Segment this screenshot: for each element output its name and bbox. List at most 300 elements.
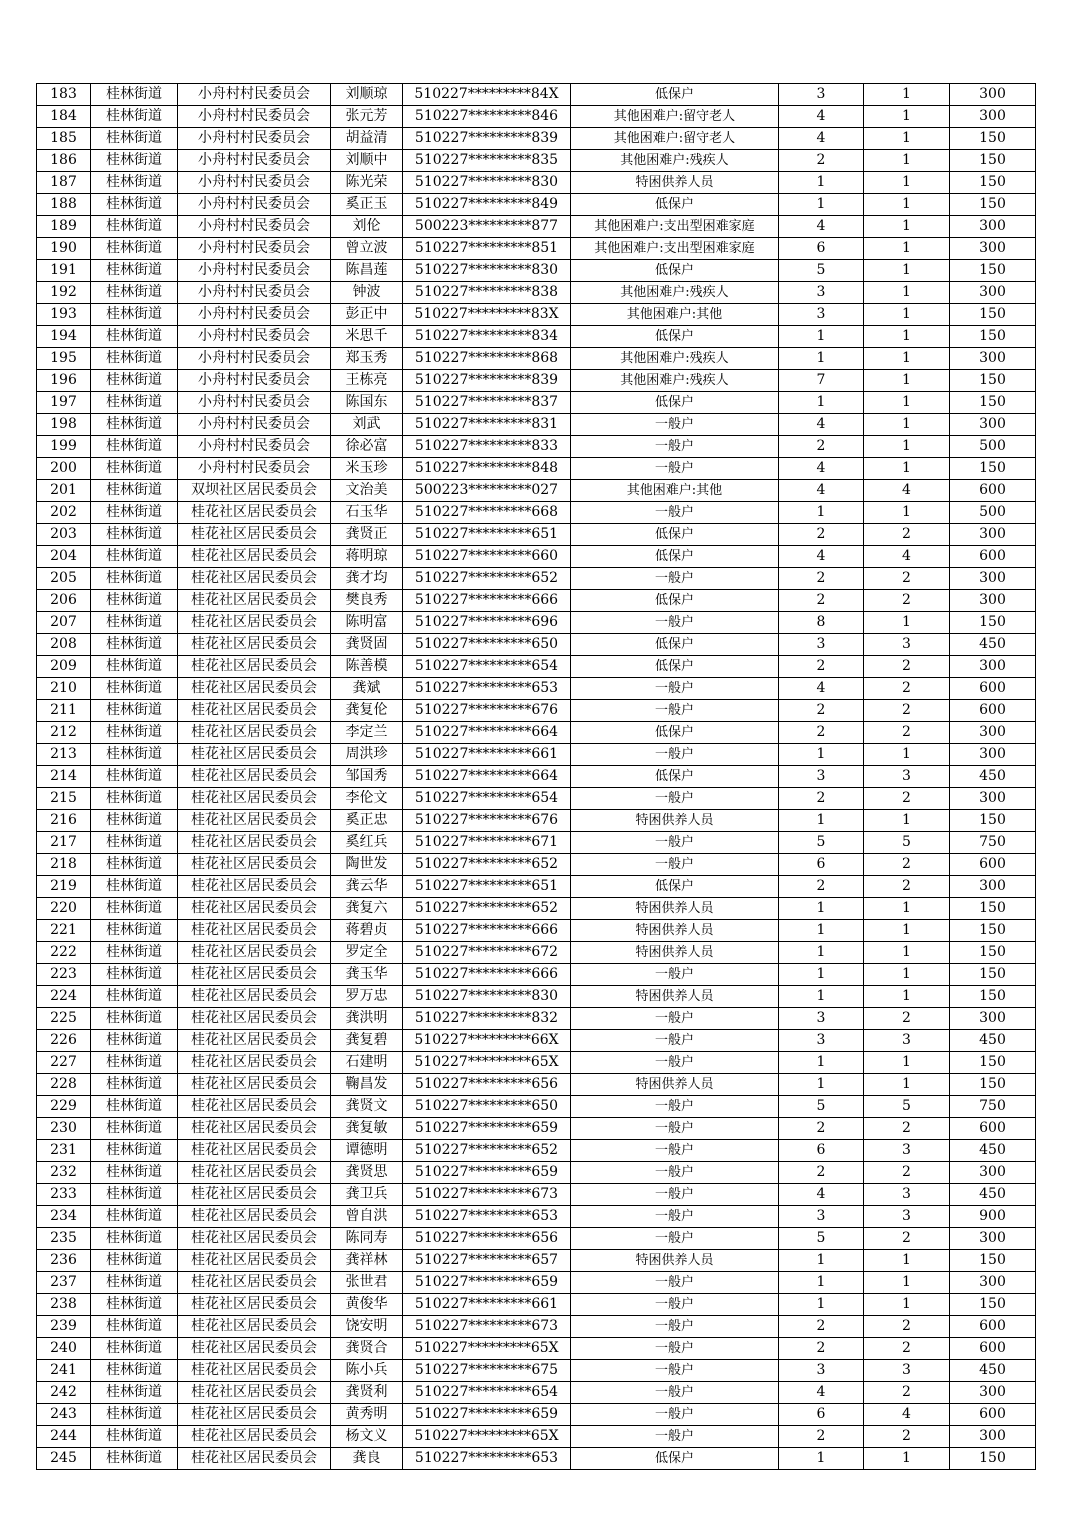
household-size-cell: 1 bbox=[779, 1448, 864, 1470]
household-type-cell: 低保户 bbox=[571, 326, 779, 348]
street-name-cell: 桂林街道 bbox=[91, 590, 178, 612]
person-name-cell: 李定兰 bbox=[331, 722, 403, 744]
household-type-cell: 一般户 bbox=[571, 458, 779, 480]
person-name-cell: 胡益清 bbox=[331, 128, 403, 150]
street-name-cell: 桂林街道 bbox=[91, 656, 178, 678]
committee-name-cell: 小舟村村民委员会 bbox=[178, 172, 331, 194]
person-name-cell: 龚卫兵 bbox=[331, 1184, 403, 1206]
id-number-cell: 510227*********654 bbox=[403, 656, 571, 678]
household-size-cell: 2 bbox=[779, 150, 864, 172]
household-type-cell: 其他困难户:其他 bbox=[571, 304, 779, 326]
person-name-cell: 邹国秀 bbox=[331, 766, 403, 788]
committee-name-cell: 桂花社区居民委员会 bbox=[178, 1162, 331, 1184]
row-number-cell: 189 bbox=[37, 216, 91, 238]
person-name-cell: 彭正中 bbox=[331, 304, 403, 326]
amount-cell: 300 bbox=[950, 876, 1036, 898]
household-type-cell: 一般户 bbox=[571, 1360, 779, 1382]
table-row bbox=[37, 326, 1036, 348]
row-number-cell: 193 bbox=[37, 304, 91, 326]
committee-name-cell: 小舟村村民委员会 bbox=[178, 326, 331, 348]
household-type-cell: 一般户 bbox=[571, 568, 779, 590]
person-name-cell: 张世君 bbox=[331, 1272, 403, 1294]
amount-cell: 450 bbox=[950, 634, 1036, 656]
amount-cell: 300 bbox=[950, 238, 1036, 260]
household-size-cell: 4 bbox=[779, 1184, 864, 1206]
street-name-cell: 桂林街道 bbox=[91, 1382, 178, 1404]
street-name-cell: 桂林街道 bbox=[91, 1338, 178, 1360]
committee-name-cell: 桂花社区居民委员会 bbox=[178, 744, 331, 766]
amount-cell: 750 bbox=[950, 1096, 1036, 1118]
household-type-cell: 低保户 bbox=[571, 546, 779, 568]
aided-count-cell: 1 bbox=[864, 898, 950, 920]
id-number-cell: 510227*********830 bbox=[403, 986, 571, 1008]
id-number-cell: 510227*********66X bbox=[403, 1030, 571, 1052]
household-size-cell: 2 bbox=[779, 1118, 864, 1140]
person-name-cell: 陈小兵 bbox=[331, 1360, 403, 1382]
household-type-cell: 一般户 bbox=[571, 1030, 779, 1052]
aided-count-cell: 3 bbox=[864, 1184, 950, 1206]
person-name-cell: 龚复敏 bbox=[331, 1118, 403, 1140]
street-name-cell: 桂林街道 bbox=[91, 480, 178, 502]
person-name-cell: 龚贤合 bbox=[331, 1338, 403, 1360]
person-name-cell: 徐必富 bbox=[331, 436, 403, 458]
table-row bbox=[37, 84, 1036, 106]
household-size-cell: 2 bbox=[779, 722, 864, 744]
id-number-cell: 510227*********696 bbox=[403, 612, 571, 634]
household-size-cell: 5 bbox=[779, 260, 864, 282]
id-number-cell: 510227*********656 bbox=[403, 1228, 571, 1250]
street-name-cell: 桂林街道 bbox=[91, 348, 178, 370]
row-number-cell: 205 bbox=[37, 568, 91, 590]
id-number-cell: 510227*********839 bbox=[403, 370, 571, 392]
aided-count-cell: 1 bbox=[864, 260, 950, 282]
amount-cell: 150 bbox=[950, 1052, 1036, 1074]
id-number-cell: 510227*********835 bbox=[403, 150, 571, 172]
amount-cell: 300 bbox=[950, 1426, 1036, 1448]
street-name-cell: 桂林街道 bbox=[91, 678, 178, 700]
committee-name-cell: 桂花社区居民委员会 bbox=[178, 1030, 331, 1052]
street-name-cell: 桂林街道 bbox=[91, 414, 178, 436]
street-name-cell: 桂林街道 bbox=[91, 942, 178, 964]
household-type-cell: 一般户 bbox=[571, 678, 779, 700]
id-number-cell: 510227*********653 bbox=[403, 678, 571, 700]
household-type-cell: 一般户 bbox=[571, 832, 779, 854]
household-size-cell: 1 bbox=[779, 920, 864, 942]
amount-cell: 300 bbox=[950, 1228, 1036, 1250]
aided-count-cell: 2 bbox=[864, 1316, 950, 1338]
amount-cell: 300 bbox=[950, 216, 1036, 238]
aided-count-cell: 2 bbox=[864, 678, 950, 700]
committee-name-cell: 桂花社区居民委员会 bbox=[178, 920, 331, 942]
committee-name-cell: 小舟村村民委员会 bbox=[178, 216, 331, 238]
street-name-cell: 桂林街道 bbox=[91, 106, 178, 128]
household-size-cell: 4 bbox=[779, 106, 864, 128]
household-type-cell: 其他困难户:残疾人 bbox=[571, 370, 779, 392]
id-number-cell: 510227*********664 bbox=[403, 722, 571, 744]
household-size-cell: 2 bbox=[779, 700, 864, 722]
row-number-cell: 238 bbox=[37, 1294, 91, 1316]
amount-cell: 150 bbox=[950, 304, 1036, 326]
row-number-cell: 196 bbox=[37, 370, 91, 392]
committee-name-cell: 小舟村村民委员会 bbox=[178, 370, 331, 392]
aided-count-cell: 4 bbox=[864, 480, 950, 502]
aided-count-cell: 1 bbox=[864, 1272, 950, 1294]
row-number-cell: 197 bbox=[37, 392, 91, 414]
committee-name-cell: 桂花社区居民委员会 bbox=[178, 1316, 331, 1338]
table-row bbox=[37, 414, 1036, 436]
aided-count-cell: 1 bbox=[864, 920, 950, 942]
aided-count-cell: 3 bbox=[864, 634, 950, 656]
household-type-cell: 特困供养人员 bbox=[571, 1250, 779, 1272]
household-type-cell: 低保户 bbox=[571, 656, 779, 678]
table-row bbox=[37, 216, 1036, 238]
person-name-cell: 龚洪明 bbox=[331, 1008, 403, 1030]
id-number-cell: 510227*********652 bbox=[403, 854, 571, 876]
person-name-cell: 米玉珍 bbox=[331, 458, 403, 480]
person-name-cell: 王栋亮 bbox=[331, 370, 403, 392]
person-name-cell: 钟波 bbox=[331, 282, 403, 304]
amount-cell: 300 bbox=[950, 722, 1036, 744]
person-name-cell: 饶安明 bbox=[331, 1316, 403, 1338]
table-row bbox=[37, 700, 1036, 722]
street-name-cell: 桂林街道 bbox=[91, 370, 178, 392]
aided-count-cell: 3 bbox=[864, 1030, 950, 1052]
id-number-cell: 510227*********848 bbox=[403, 458, 571, 480]
aided-count-cell: 2 bbox=[864, 1338, 950, 1360]
committee-name-cell: 桂花社区居民委员会 bbox=[178, 546, 331, 568]
household-size-cell: 2 bbox=[779, 788, 864, 810]
amount-cell: 150 bbox=[950, 986, 1036, 1008]
id-number-cell: 510227*********833 bbox=[403, 436, 571, 458]
street-name-cell: 桂林街道 bbox=[91, 524, 178, 546]
row-number-cell: 214 bbox=[37, 766, 91, 788]
id-number-cell: 510227*********652 bbox=[403, 1140, 571, 1162]
amount-cell: 150 bbox=[950, 392, 1036, 414]
amount-cell: 150 bbox=[950, 260, 1036, 282]
committee-name-cell: 桂花社区居民委员会 bbox=[178, 788, 331, 810]
street-name-cell: 桂林街道 bbox=[91, 1404, 178, 1426]
person-name-cell: 杨文义 bbox=[331, 1426, 403, 1448]
aided-count-cell: 4 bbox=[864, 1404, 950, 1426]
amount-cell: 300 bbox=[950, 1008, 1036, 1030]
amount-cell: 150 bbox=[950, 326, 1036, 348]
household-size-cell: 1 bbox=[779, 744, 864, 766]
committee-name-cell: 双坝社区居民委员会 bbox=[178, 480, 331, 502]
street-name-cell: 桂林街道 bbox=[91, 128, 178, 150]
committee-name-cell: 桂花社区居民委员会 bbox=[178, 1184, 331, 1206]
table-row bbox=[37, 1206, 1036, 1228]
street-name-cell: 桂林街道 bbox=[91, 854, 178, 876]
amount-cell: 300 bbox=[950, 348, 1036, 370]
table-row bbox=[37, 524, 1036, 546]
id-number-cell: 510227*********849 bbox=[403, 194, 571, 216]
aided-count-cell: 1 bbox=[864, 326, 950, 348]
person-name-cell: 樊良秀 bbox=[331, 590, 403, 612]
table-row bbox=[37, 766, 1036, 788]
amount-cell: 450 bbox=[950, 1140, 1036, 1162]
committee-name-cell: 桂花社区居民委员会 bbox=[178, 634, 331, 656]
row-number-cell: 201 bbox=[37, 480, 91, 502]
household-type-cell: 特困供养人员 bbox=[571, 942, 779, 964]
household-type-cell: 其他困难户:残疾人 bbox=[571, 150, 779, 172]
row-number-cell: 210 bbox=[37, 678, 91, 700]
person-name-cell: 张元芳 bbox=[331, 106, 403, 128]
table-row bbox=[37, 788, 1036, 810]
aided-count-cell: 1 bbox=[864, 304, 950, 326]
street-name-cell: 桂林街道 bbox=[91, 700, 178, 722]
committee-name-cell: 桂花社区居民委员会 bbox=[178, 766, 331, 788]
id-number-cell: 510227*********838 bbox=[403, 282, 571, 304]
id-number-cell: 510227*********666 bbox=[403, 964, 571, 986]
table-row bbox=[37, 1272, 1036, 1294]
id-number-cell: 510227*********65X bbox=[403, 1052, 571, 1074]
household-type-cell: 低保户 bbox=[571, 876, 779, 898]
aided-count-cell: 1 bbox=[864, 370, 950, 392]
street-name-cell: 桂林街道 bbox=[91, 1360, 178, 1382]
household-size-cell: 3 bbox=[779, 1360, 864, 1382]
table-row bbox=[37, 634, 1036, 656]
committee-name-cell: 桂花社区居民委员会 bbox=[178, 1052, 331, 1074]
person-name-cell: 龚祥林 bbox=[331, 1250, 403, 1272]
person-name-cell: 曾立波 bbox=[331, 238, 403, 260]
table-row bbox=[37, 1426, 1036, 1448]
id-number-cell: 510227*********65X bbox=[403, 1426, 571, 1448]
household-size-cell: 1 bbox=[779, 194, 864, 216]
household-type-cell: 低保户 bbox=[571, 634, 779, 656]
street-name-cell: 桂林街道 bbox=[91, 810, 178, 832]
household-size-cell: 5 bbox=[779, 1096, 864, 1118]
row-number-cell: 183 bbox=[37, 84, 91, 106]
committee-name-cell: 小舟村村民委员会 bbox=[178, 84, 331, 106]
household-size-cell: 6 bbox=[779, 1140, 864, 1162]
aided-count-cell: 3 bbox=[864, 766, 950, 788]
household-size-cell: 1 bbox=[779, 964, 864, 986]
person-name-cell: 龚复六 bbox=[331, 898, 403, 920]
row-number-cell: 223 bbox=[37, 964, 91, 986]
amount-cell: 300 bbox=[950, 414, 1036, 436]
aided-count-cell: 1 bbox=[864, 150, 950, 172]
id-number-cell: 510227*********839 bbox=[403, 128, 571, 150]
aided-count-cell: 1 bbox=[864, 612, 950, 634]
table-row bbox=[37, 744, 1036, 766]
table-row bbox=[37, 1294, 1036, 1316]
person-name-cell: 奚红兵 bbox=[331, 832, 403, 854]
amount-cell: 150 bbox=[950, 150, 1036, 172]
household-type-cell: 一般户 bbox=[571, 1338, 779, 1360]
street-name-cell: 桂林街道 bbox=[91, 722, 178, 744]
amount-cell: 300 bbox=[950, 84, 1036, 106]
household-size-cell: 5 bbox=[779, 1228, 864, 1250]
household-size-cell: 3 bbox=[779, 766, 864, 788]
amount-cell: 600 bbox=[950, 1316, 1036, 1338]
aided-count-cell: 1 bbox=[864, 458, 950, 480]
street-name-cell: 桂林街道 bbox=[91, 920, 178, 942]
amount-cell: 450 bbox=[950, 1360, 1036, 1382]
household-size-cell: 1 bbox=[779, 502, 864, 524]
person-name-cell: 龚贤正 bbox=[331, 524, 403, 546]
committee-name-cell: 桂花社区居民委员会 bbox=[178, 612, 331, 634]
household-size-cell: 5 bbox=[779, 832, 864, 854]
aided-count-cell: 2 bbox=[864, 722, 950, 744]
aided-count-cell: 1 bbox=[864, 1052, 950, 1074]
row-number-cell: 224 bbox=[37, 986, 91, 1008]
person-name-cell: 蒋碧贞 bbox=[331, 920, 403, 942]
committee-name-cell: 桂花社区居民委员会 bbox=[178, 700, 331, 722]
row-number-cell: 229 bbox=[37, 1096, 91, 1118]
street-name-cell: 桂林街道 bbox=[91, 392, 178, 414]
id-number-cell: 510227*********834 bbox=[403, 326, 571, 348]
committee-name-cell: 桂花社区居民委员会 bbox=[178, 1338, 331, 1360]
household-size-cell: 2 bbox=[779, 1162, 864, 1184]
person-name-cell: 陈善模 bbox=[331, 656, 403, 678]
row-number-cell: 241 bbox=[37, 1360, 91, 1382]
household-type-cell: 一般户 bbox=[571, 964, 779, 986]
household-size-cell: 4 bbox=[779, 414, 864, 436]
street-name-cell: 桂林街道 bbox=[91, 282, 178, 304]
household-type-cell: 一般户 bbox=[571, 1206, 779, 1228]
aided-count-cell: 1 bbox=[864, 414, 950, 436]
aided-count-cell: 1 bbox=[864, 238, 950, 260]
id-number-cell: 510227*********650 bbox=[403, 634, 571, 656]
amount-cell: 600 bbox=[950, 700, 1036, 722]
row-number-cell: 191 bbox=[37, 260, 91, 282]
household-size-cell: 1 bbox=[779, 172, 864, 194]
person-name-cell: 陈昌莲 bbox=[331, 260, 403, 282]
committee-name-cell: 小舟村村民委员会 bbox=[178, 304, 331, 326]
person-name-cell: 黄秀明 bbox=[331, 1404, 403, 1426]
row-number-cell: 222 bbox=[37, 942, 91, 964]
committee-name-cell: 小舟村村民委员会 bbox=[178, 458, 331, 480]
row-number-cell: 212 bbox=[37, 722, 91, 744]
table-row bbox=[37, 1118, 1036, 1140]
row-number-cell: 203 bbox=[37, 524, 91, 546]
street-name-cell: 桂林街道 bbox=[91, 634, 178, 656]
household-type-cell: 一般户 bbox=[571, 436, 779, 458]
table-row bbox=[37, 1228, 1036, 1250]
table-row bbox=[37, 678, 1036, 700]
street-name-cell: 桂林街道 bbox=[91, 194, 178, 216]
household-type-cell: 特困供养人员 bbox=[571, 986, 779, 1008]
street-name-cell: 桂林街道 bbox=[91, 546, 178, 568]
street-name-cell: 桂林街道 bbox=[91, 1052, 178, 1074]
street-name-cell: 桂林街道 bbox=[91, 150, 178, 172]
amount-cell: 450 bbox=[950, 1184, 1036, 1206]
committee-name-cell: 桂花社区居民委员会 bbox=[178, 986, 331, 1008]
id-number-cell: 510227*********837 bbox=[403, 392, 571, 414]
amount-cell: 150 bbox=[950, 1448, 1036, 1470]
committee-name-cell: 桂花社区居民委员会 bbox=[178, 1118, 331, 1140]
household-size-cell: 3 bbox=[779, 84, 864, 106]
aided-count-cell: 3 bbox=[864, 1206, 950, 1228]
committee-name-cell: 小舟村村民委员会 bbox=[178, 260, 331, 282]
amount-cell: 600 bbox=[950, 678, 1036, 700]
id-number-cell: 510227*********657 bbox=[403, 1250, 571, 1272]
street-name-cell: 桂林街道 bbox=[91, 1030, 178, 1052]
aided-count-cell: 1 bbox=[864, 172, 950, 194]
aided-count-cell: 1 bbox=[864, 348, 950, 370]
person-name-cell: 陈国东 bbox=[331, 392, 403, 414]
id-number-cell: 510227*********659 bbox=[403, 1118, 571, 1140]
committee-name-cell: 小舟村村民委员会 bbox=[178, 150, 331, 172]
committee-name-cell: 小舟村村民委员会 bbox=[178, 282, 331, 304]
row-number-cell: 225 bbox=[37, 1008, 91, 1030]
row-number-cell: 237 bbox=[37, 1272, 91, 1294]
person-name-cell: 谭德明 bbox=[331, 1140, 403, 1162]
id-number-cell: 510227*********666 bbox=[403, 920, 571, 942]
aided-count-cell: 2 bbox=[864, 656, 950, 678]
household-type-cell: 一般户 bbox=[571, 700, 779, 722]
table-row bbox=[37, 1338, 1036, 1360]
row-number-cell: 216 bbox=[37, 810, 91, 832]
household-type-cell: 低保户 bbox=[571, 590, 779, 612]
id-number-cell: 510227*********660 bbox=[403, 546, 571, 568]
street-name-cell: 桂林街道 bbox=[91, 1228, 178, 1250]
row-number-cell: 226 bbox=[37, 1030, 91, 1052]
id-number-cell: 510227*********868 bbox=[403, 348, 571, 370]
street-name-cell: 桂林街道 bbox=[91, 1294, 178, 1316]
amount-cell: 150 bbox=[950, 942, 1036, 964]
table-row bbox=[37, 348, 1036, 370]
household-type-cell: 一般户 bbox=[571, 1162, 779, 1184]
household-type-cell: 一般户 bbox=[571, 1008, 779, 1030]
household-size-cell: 1 bbox=[779, 326, 864, 348]
street-name-cell: 桂林街道 bbox=[91, 1426, 178, 1448]
id-number-cell: 510227*********664 bbox=[403, 766, 571, 788]
household-type-cell: 低保户 bbox=[571, 524, 779, 546]
row-number-cell: 208 bbox=[37, 634, 91, 656]
street-name-cell: 桂林街道 bbox=[91, 788, 178, 810]
table-row bbox=[37, 898, 1036, 920]
household-size-cell: 4 bbox=[779, 678, 864, 700]
household-type-cell: 其他困难户:残疾人 bbox=[571, 282, 779, 304]
aided-count-cell: 2 bbox=[864, 568, 950, 590]
aided-count-cell: 1 bbox=[864, 106, 950, 128]
row-number-cell: 188 bbox=[37, 194, 91, 216]
row-number-cell: 242 bbox=[37, 1382, 91, 1404]
id-number-cell: 510227*********846 bbox=[403, 106, 571, 128]
person-name-cell: 龚才均 bbox=[331, 568, 403, 590]
household-size-cell: 2 bbox=[779, 1338, 864, 1360]
row-number-cell: 230 bbox=[37, 1118, 91, 1140]
row-number-cell: 236 bbox=[37, 1250, 91, 1272]
table-row bbox=[37, 480, 1036, 502]
aided-count-cell: 1 bbox=[864, 502, 950, 524]
table-row bbox=[37, 304, 1036, 326]
household-size-cell: 2 bbox=[779, 590, 864, 612]
household-type-cell: 一般户 bbox=[571, 744, 779, 766]
committee-name-cell: 小舟村村民委员会 bbox=[178, 194, 331, 216]
household-type-cell: 低保户 bbox=[571, 260, 779, 282]
id-number-cell: 510227*********656 bbox=[403, 1074, 571, 1096]
row-number-cell: 235 bbox=[37, 1228, 91, 1250]
street-name-cell: 桂林街道 bbox=[91, 744, 178, 766]
aided-count-cell: 1 bbox=[864, 392, 950, 414]
id-number-cell: 510227*********653 bbox=[403, 1448, 571, 1470]
amount-cell: 300 bbox=[950, 1272, 1036, 1294]
committee-name-cell: 桂花社区居民委员会 bbox=[178, 1404, 331, 1426]
household-type-cell: 一般户 bbox=[571, 1052, 779, 1074]
table-row bbox=[37, 1140, 1036, 1162]
street-name-cell: 桂林街道 bbox=[91, 1448, 178, 1470]
id-number-cell: 510227*********672 bbox=[403, 942, 571, 964]
household-size-cell: 2 bbox=[779, 436, 864, 458]
row-number-cell: 202 bbox=[37, 502, 91, 524]
aided-count-cell: 1 bbox=[864, 744, 950, 766]
household-size-cell: 6 bbox=[779, 238, 864, 260]
amount-cell: 750 bbox=[950, 832, 1036, 854]
table-row bbox=[37, 128, 1036, 150]
table-row bbox=[37, 986, 1036, 1008]
